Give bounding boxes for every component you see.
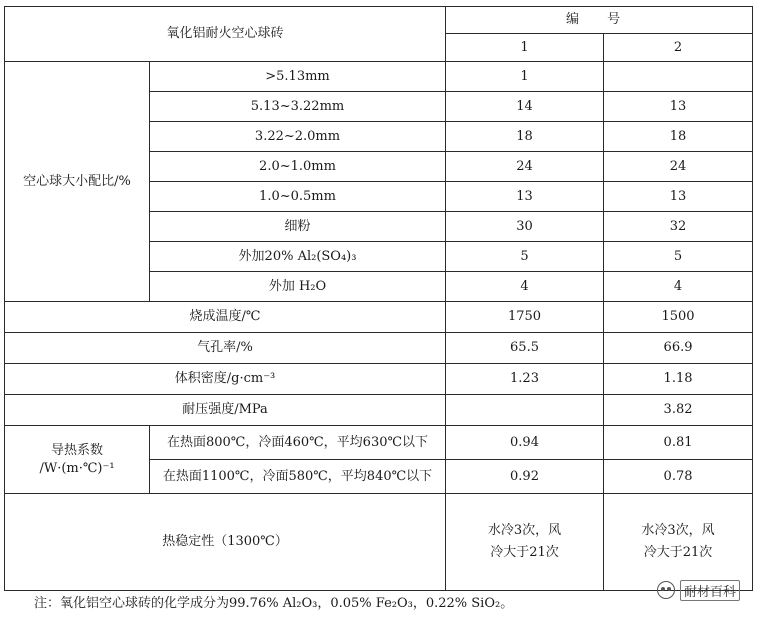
brick-properties-table: [4, 6, 753, 591]
row-value-1: [446, 395, 604, 426]
row-label: 外加20% Al₂(SO₄)₃: [150, 242, 446, 272]
header-product-cell: 氧化铝耐火空心球砖: [5, 7, 446, 62]
row-value-1: 13: [446, 182, 604, 212]
row-value-2: [604, 62, 753, 92]
watermark: [657, 579, 740, 601]
table-row: [5, 333, 753, 364]
row-value-1: 18: [446, 122, 604, 152]
row-label: 细粉: [150, 212, 446, 242]
watermark-text: 耐材百科: [680, 580, 740, 601]
row-value-1: 24: [446, 152, 604, 182]
wechat-icon: [657, 581, 675, 599]
row-value-2: 水冷3次，风 冷大于21次: [604, 494, 753, 591]
table-row: [5, 302, 753, 333]
row-value-1: 5: [446, 242, 604, 272]
row-value-2: 32: [604, 212, 753, 242]
table-row: [5, 395, 753, 426]
row-value-1: 水冷3次，风 冷大于21次: [446, 494, 604, 591]
table-row: [5, 364, 753, 395]
row-value-2: 66.9: [604, 333, 753, 364]
row-value-2: 0.78: [604, 460, 753, 494]
row-value-2: 1500: [604, 302, 753, 333]
row-value-2: 0.81: [604, 426, 753, 460]
row-label: 体积密度/g·cm⁻³: [5, 364, 446, 395]
header-row-1: [5, 7, 753, 34]
table-footnote: 注：氧化铝空心球砖的化学成分为99.76% Al₂O₃，0.05% Fe₂O₃，0.22% SiO₂。: [34, 596, 514, 611]
row-value-1: 1750: [446, 302, 604, 333]
row-value-2: 4: [604, 272, 753, 302]
row-value-2: 13: [604, 182, 753, 212]
header-col2: 2: [604, 34, 753, 62]
header-col1: 1: [446, 34, 604, 62]
row-value-2: 3.82: [604, 395, 753, 426]
row-label: 烧成温度/℃: [5, 302, 446, 333]
row-value-1: 1.23: [446, 364, 604, 395]
row-value-1: 30: [446, 212, 604, 242]
row-value-2: 13: [604, 92, 753, 122]
row-value-2: 1.18: [604, 364, 753, 395]
row-value-2: 24: [604, 152, 753, 182]
row-label: 在热面800℃，冷面460℃，平均630℃以下: [150, 426, 446, 460]
size-group-label: 空心球大小配比/%: [5, 62, 150, 302]
row-value-2: 18: [604, 122, 753, 152]
row-label: 2.0~1.0mm: [150, 152, 446, 182]
table-row: [5, 494, 753, 591]
row-label: 1.0~0.5mm: [150, 182, 446, 212]
row-value-1: 65.5: [446, 333, 604, 364]
row-value-1: 4: [446, 272, 604, 302]
row-label: 耐压强度/MPa: [5, 395, 446, 426]
row-label: 5.13~3.22mm: [150, 92, 446, 122]
row-value-2: 5: [604, 242, 753, 272]
row-value-1: 0.92: [446, 460, 604, 494]
table-row: [5, 62, 753, 92]
row-label: 3.22~2.0mm: [150, 122, 446, 152]
row-value-1: 1: [446, 62, 604, 92]
row-label: 气孔率/%: [5, 333, 446, 364]
header-number-cell: 编 号: [446, 7, 753, 34]
row-label: 外加 H₂O: [150, 272, 446, 302]
thermal-group-label: 导热系数 /W·(m·℃)⁻¹: [5, 426, 150, 494]
table-row: [5, 426, 753, 460]
row-value-1: 14: [446, 92, 604, 122]
row-value-1: 0.94: [446, 426, 604, 460]
row-label: 热稳定性（1300℃）: [5, 494, 446, 591]
row-label: 在热面1100℃，冷面580℃，平均840℃以下: [150, 460, 446, 494]
row-label: >5.13mm: [150, 62, 446, 92]
